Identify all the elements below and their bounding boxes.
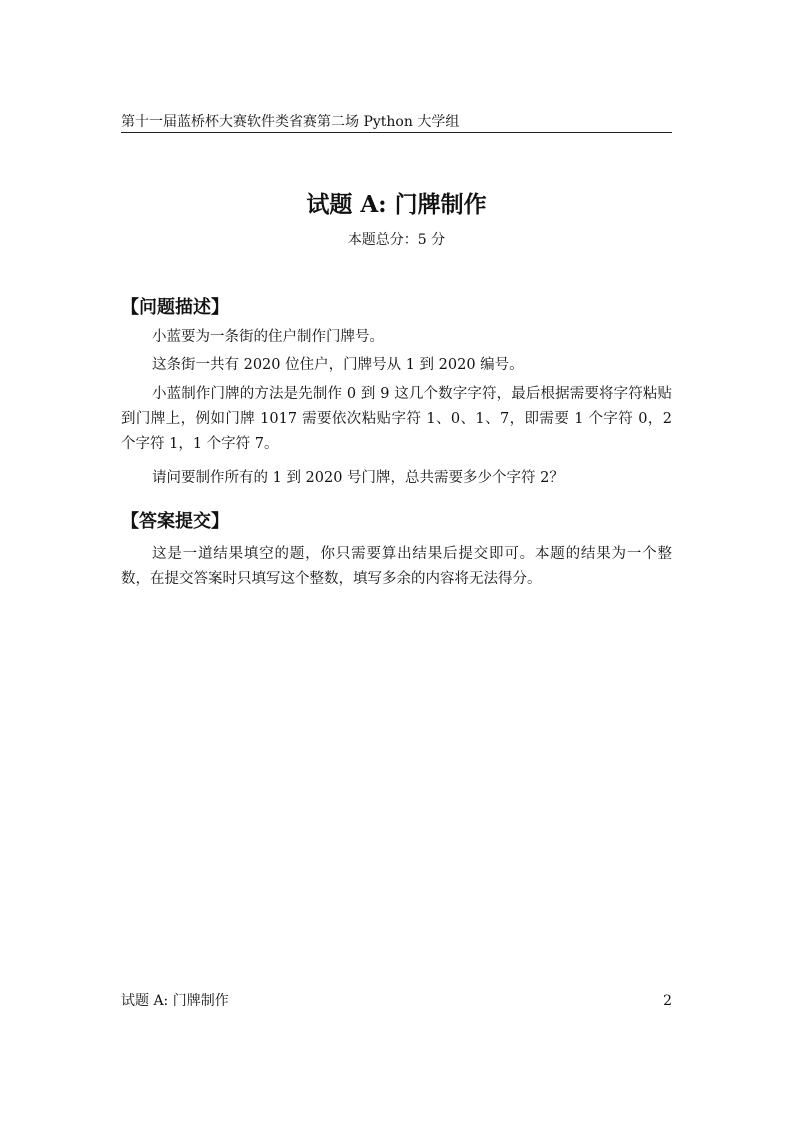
description-paragraph-3: 小蓝制作门牌的方法是先制作 0 到 9 这几个数字字符，最后根据需要将字符粘贴到门牌上，例如门牌 1017 需要依次粘贴字符 1、0、1、7，即需要 1 个字符 0，2 个字符 1，1 个字符 7。	[121, 386, 672, 452]
description-heading: 【问题描述】	[121, 297, 229, 318]
footer-title: 试题 A: 门牌制作	[121, 993, 229, 1009]
problem-score: 本题总分：5 分	[347, 232, 446, 248]
description-paragraph-4: 请问要制作所有的 1 到 2020 号门牌，总共需要多少个字符 2？	[152, 470, 564, 486]
page-number: 2	[663, 993, 672, 1009]
description-paragraph-1: 小蓝要为一条街的住户制作门牌号。	[152, 329, 384, 345]
submission-heading: 【答案提交】	[121, 511, 229, 532]
running-header: 第十一届蓝桥杯大赛软件类省赛第二场 Python 大学组	[121, 114, 460, 130]
submission-paragraph-1: 这是一道结果填空的题，你只需要算出结果后提交即可。本题的结果为一个整数，在提交答案时只填写这个整数，填写多余的内容将无法得分。	[121, 546, 672, 587]
header-rule	[121, 132, 672, 133]
description-paragraph-2: 这条街一共有 2020 位住户，门牌号从 1 到 2020 编号。	[152, 357, 524, 373]
problem-title: 试题 A: 门牌制作	[306, 191, 487, 218]
